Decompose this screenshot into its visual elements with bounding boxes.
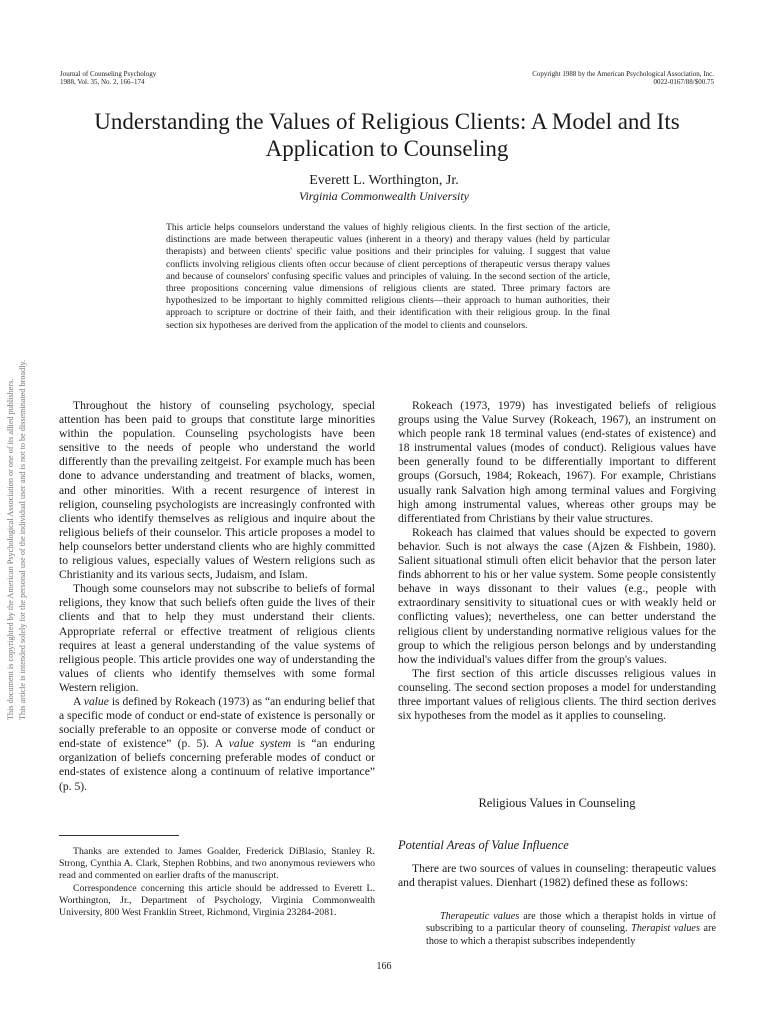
text-run: are those to which a therapist subscribes independently: [426, 923, 716, 947]
article-title: Understanding the Values of Religious Clients: A Model and Its Application to Counseling: [94, 109, 680, 161]
sidebar-line-2: This article is intended solely for the personal use of the individual user and is not to be disseminated broadly.: [18, 359, 27, 720]
term-therapist-values: Therapist values: [631, 923, 700, 935]
paragraph: Rokeach has claimed that values should be expected to govern behavior. Such is not always the case (Ajzen & Fishbein, 1980). Salient situational stimuli often elicit behavior that the person later finds abhorrent to his or her value system. Some people consistently behave in ways dissonant to their values (e.g., people with extraordinary sensitivity to situational cues or with weakly held or conflicting values); nevertheless, one can better understand the religious client by understanding normative religious values for the group to which the religious person belongs and by understanding how the individual's values differ from the group's values.: [398, 525, 716, 666]
journal-volume: 1988, Vol. 35, No. 2, 166–174: [60, 78, 145, 86]
issn-price: 0022-0167/88/$00.75: [653, 78, 714, 86]
paragraph: The first section of this article discusses religious values in counseling. The second section proposes a model for understanding three important values of religious clients. The third section derives six hypotheses from the model as it applies to counseling.: [398, 666, 716, 723]
section-heading: Religious Values in Counseling: [478, 796, 636, 810]
right-column: [398, 399, 716, 723]
left-column: [59, 399, 375, 794]
text-run: A: [73, 694, 84, 708]
subsection-heading: Potential Areas of Value Influence: [398, 838, 569, 852]
paragraph: [59, 695, 375, 794]
paragraph: Throughout the history of counseling psychology, special attention has been paid to groups that constitute large minorities within the population. Counseling psychologists have been sensitive to the needs of people who understand the world differently than the prevailing zeitgeist. For example much has been done to advance understanding and treatment of blacks, women, and other minorities. With a recent resurgence of interest in religion, counseling psychologists are increasingly confronted with clients who identify themselves as religious and inquire about the religious beliefs of their counselor. This article proposes a model to help counselors better understand clients who are highly committed to religious values, especially values of Western religions such as Christianity and its various sects, Judaism, and Islam.: [59, 399, 375, 582]
footnotes: [59, 846, 375, 919]
term-value: value: [83, 694, 109, 708]
text-run: is “an enduring organization of beliefs concerning preferable modes of conduct or end-states of existence along a continuum of relative importance” (p. 5).: [59, 737, 375, 793]
right-column-continued: [398, 862, 716, 890]
correspondence-note: Correspondence concerning this article should be addressed to Everett L. Worthington, Jr., Department of Psychology, Virginia Commonwealth University, 800 West Franklin Street, Richmond, Virginia 23284-2081.: [59, 882, 375, 919]
paragraph: Rokeach (1973, 1979) has investigated beliefs of religious groups using the Value Survey (Rokeach, 1967), an instrument on which people rank 18 terminal values (end-states of existence) and 18 instrumental values (modes of conduct). Religious values have been generally found to be differentially important to different groups (Gorsuch, 1984; Rokeach, 1967). For example, Christians usually rank Salvation high among terminal values and Forgiving high among instrumental values, whereas other groups may be differentiated from Christians by their value structures.: [398, 399, 716, 525]
abstract: This article helps counselors understand the values of highly religious clients. In the first section of the article, distinctions are made between therapeutic values (inherent in a theory) and therapy values (held by particular therapists) and between clients' specific value positions and their principles for valuing. I suggest that value conflicts involving religious clients often occur because of client perceptions of therapeutic versus therapy values and because of counselors' confusing specific values and principles of valuing. In the second section of the article, three propositions concerning value dimensions of religious clients are stated. Three primary factors are hypothesized to be important to highly committed religious clients—their approach to human authorities, their approach to scripture or doctrine of their faith, and their identification with their religious group. In the final section six hypotheses are derived from the application of the model to clients and counselors.: [166, 222, 610, 331]
sidebar-line-1: This document is copyrighted by the American Psychological Association or one of its allied publishers.: [6, 378, 15, 720]
term-value-system: value system: [228, 737, 292, 751]
text-run: are those which a therapist holds in virtue of subscribing to a particular theory of counseling.: [426, 911, 716, 935]
author-name: Everett L. Worthington, Jr.: [309, 173, 459, 188]
author-affiliation: Virginia Commonwealth University: [299, 189, 469, 203]
journal-citation: [60, 70, 156, 86]
paragraph: Though some counselors may not subscribe to beliefs of formal religions, they know that such beliefs often guide the lives of their clients and that to help they must understand their clients. Appropriate referral or effective treatment of religious clients requires at least a general understanding of the value systems of religious people. This article provides one way of understanding the values of clients who identify themselves with some formal Western religion.: [59, 582, 375, 694]
block-quote: [426, 911, 716, 948]
copyright-line: Copyright 1988 by the American Psychological Association, Inc.: [532, 70, 714, 78]
term-therapeutic-values: Therapeutic values: [440, 911, 520, 922]
footnote-divider: [59, 835, 179, 836]
copyright-notice: [532, 70, 714, 86]
acknowledgment-note: Thanks are extended to James Goalder, Frederick DiBlasio, Stanley R. Strong, Cynthia A. Clark, Stephen Robbins, and two anonymous reviewers who read and commented on earlier drafts of the manuscript.: [59, 846, 375, 882]
copyright-sidebar: [4, 280, 34, 720]
page-number: 166: [376, 961, 392, 972]
journal-name: Journal of Counseling Psychology: [60, 70, 157, 78]
text-run: is defined by Rokeach (1973) as “an enduring belief that a specific mode of conduct or end-state of existence is personally or socially preferable to an opposite or converse mode of conduct or end-state of existence” (p. 5). A: [59, 694, 376, 751]
paragraph: There are two sources of values in counseling: therapeutic values and therapist values. Dienhart (1982) defined these as follows:: [398, 862, 716, 890]
quote-paragraph: [426, 911, 716, 948]
